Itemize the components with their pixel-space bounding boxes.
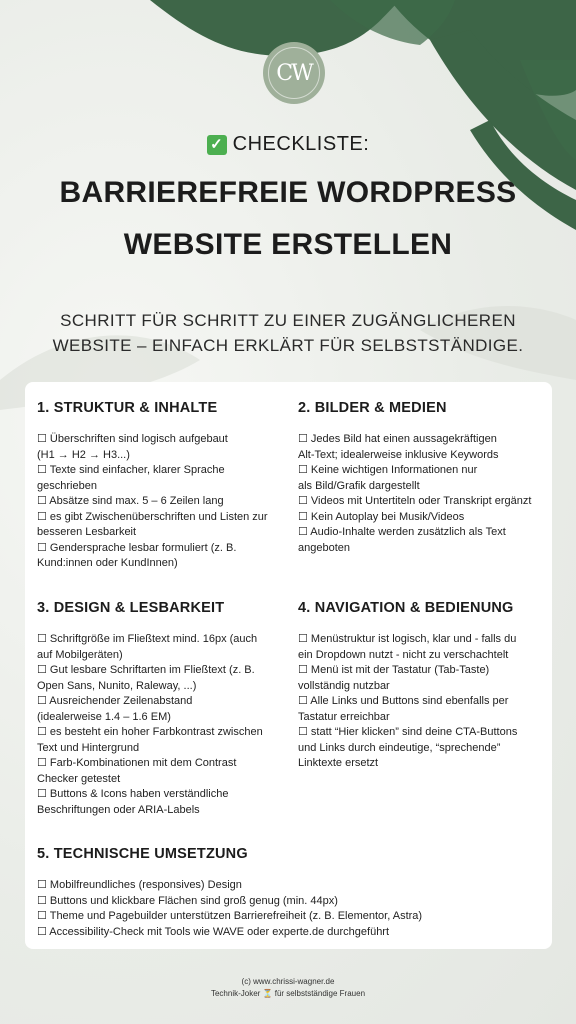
checklist-line: vollständig nutzbar [298,679,390,692]
checklist-line: Checker getestet [37,772,121,785]
checklist-line: ☐ Buttons und klickbare Flächen sind groß genug (min. 44px) [37,894,338,907]
check-mark-icon: ✓ [207,135,227,155]
checklist-line: (idealerweise 1.4 – 1.6 EM) [37,710,171,723]
checklist-line: Text und Hintergrund [37,741,140,754]
checklist-line: (H1 → H2 → H3...) [37,448,130,461]
checklist-line: ☐ Gut lesbare Schriftarten im Fließtext (z. B. [37,664,255,676]
checklist-line: ☐ Mobilfreundliches (responsives) Design [37,879,242,891]
checklist-line: ☐ Accessibility-Check mit Tools wie WAVE oder experte.de durchgeführt [37,925,390,938]
footer-copyright: (c) www.chrissi-wagner.de [241,977,335,986]
checklist-line: auf Mobilgeräten) [37,648,123,661]
checklist-line: ☐ Theme und Pagebuilder unterstützen Barrierefreiheit (z. B. Elementor, Astra) [37,910,423,922]
checklist-line: ☐ Buttons & Icons haben verständliche [37,788,229,800]
checklist-line: ☐ Alle Links und Buttons sind ebenfalls per [298,695,509,707]
section-navigation [298,600,543,772]
checklist-line: ☐ Texte sind einfacher, klarer Sprache [37,464,225,476]
footer-tagline: Technik-Joker ⏳ für selbstständige Frauen [210,989,366,998]
checklist-line: ☐ Schriftgröße im Fließtext mind. 16px (auch [37,633,258,645]
section-heading: 3. DESIGN & LESBARKEIT [37,600,225,616]
checklist [298,432,543,556]
checklist-line: ein Dropdown nutzt - nicht zu verschachtelt [298,648,509,661]
checklist-line: ☐ Kein Autoplay bei Musik/Videos [298,510,465,523]
checklist-line: ☐ Ausreichender Zeilenabstand [37,695,193,707]
checklist-line: Tastatur erreichbar [298,710,390,723]
section-technical [37,846,537,940]
section-heading: 1. STRUKTUR & INHALTE [37,400,218,416]
checklist-line: ☐ es gibt Zwischenüberschriften und Listen zur [37,510,268,523]
checklist-line: angeboten [298,541,350,554]
subtitle [0,308,576,358]
checklist-line: ☐ Keine wichtigen Informationen nur [298,464,478,476]
checklist-line: und Links durch eindeutige, “sprechende” [298,741,501,754]
checklist-line: Linktexte ersetzt [298,757,379,769]
checklist-line: geschrieben [37,479,97,492]
checklist [37,432,275,572]
checklist-line: ☐ Menüstruktur ist logisch, klar und - falls du [298,633,517,645]
checklist-line: Alt-Text; idealerweise inklusive Keywords [298,448,499,461]
checklist-line: Beschriftungen oder ARIA-Labels [37,803,200,816]
checklist-line: als Bild/Grafik dargestellt [298,479,420,492]
checklist-card [25,382,552,949]
logo-monogram: CW [276,60,312,86]
page-title-line-1: BARRIEREFREIE WORDPRESS [59,176,517,209]
checklist [37,632,275,818]
checklist-line: ☐ Überschriften sind logisch aufgebaut [37,433,228,445]
kicker-text: CHECKLISTE: [232,133,370,155]
checklist-line: Kund:innen oder KundInnen) [37,557,178,569]
section-structure [37,400,275,572]
subtitle-line-1: SCHRITT FÜR SCHRITT ZU EINER ZUGÄNGLICHEREN [60,311,516,330]
kicker [0,133,576,156]
subtitle-line-2: WEBSITE – EINFACH ERKLÄRT FÜR SELBSTSTÄNDIGE. [52,336,524,355]
checklist [298,632,543,772]
checklist-line: ☐ Gendersprache lesbar formuliert (z. B. [37,541,237,554]
checklist-line: ☐ Videos mit Untertiteln oder Transkript ergänzt [298,495,532,507]
section-heading: 2. BILDER & MEDIEN [298,400,447,416]
checklist-line: Open Sans, Nunito, Raleway, ...) [37,679,197,692]
checklist-line: ☐ Absätze sind max. 5 – 6 Zeilen lang [37,495,224,507]
section-heading: 4. NAVIGATION & BEDIENUNG [298,600,514,616]
checklist-line: ☐ Audio-Inhalte werden zusätzlich als Text [298,526,506,538]
section-media [298,400,543,556]
checklist-line: besseren Lesbarkeit [37,526,137,538]
checklist-line: ☐ Farb-Kombinationen mit dem Contrast [37,757,237,769]
checklist [37,878,537,940]
brand-logo [263,42,325,104]
section-heading: 5. TECHNISCHE UMSETZUNG [37,846,248,862]
section-design [37,600,275,818]
checklist-line: ☐ Menü ist mit der Tastatur (Tab-Taste) [298,664,490,676]
page-title-line-2: WEBSITE ERSTELLEN [123,228,453,261]
checklist-line: ☐ es besteht ein hoher Farbkontrast zwischen [37,726,263,738]
checklist-line: ☐ statt “Hier klicken” sind deine CTA-Buttons [298,726,518,738]
checklist-line: ☐ Jedes Bild hat einen aussagekräftigen [298,433,497,445]
